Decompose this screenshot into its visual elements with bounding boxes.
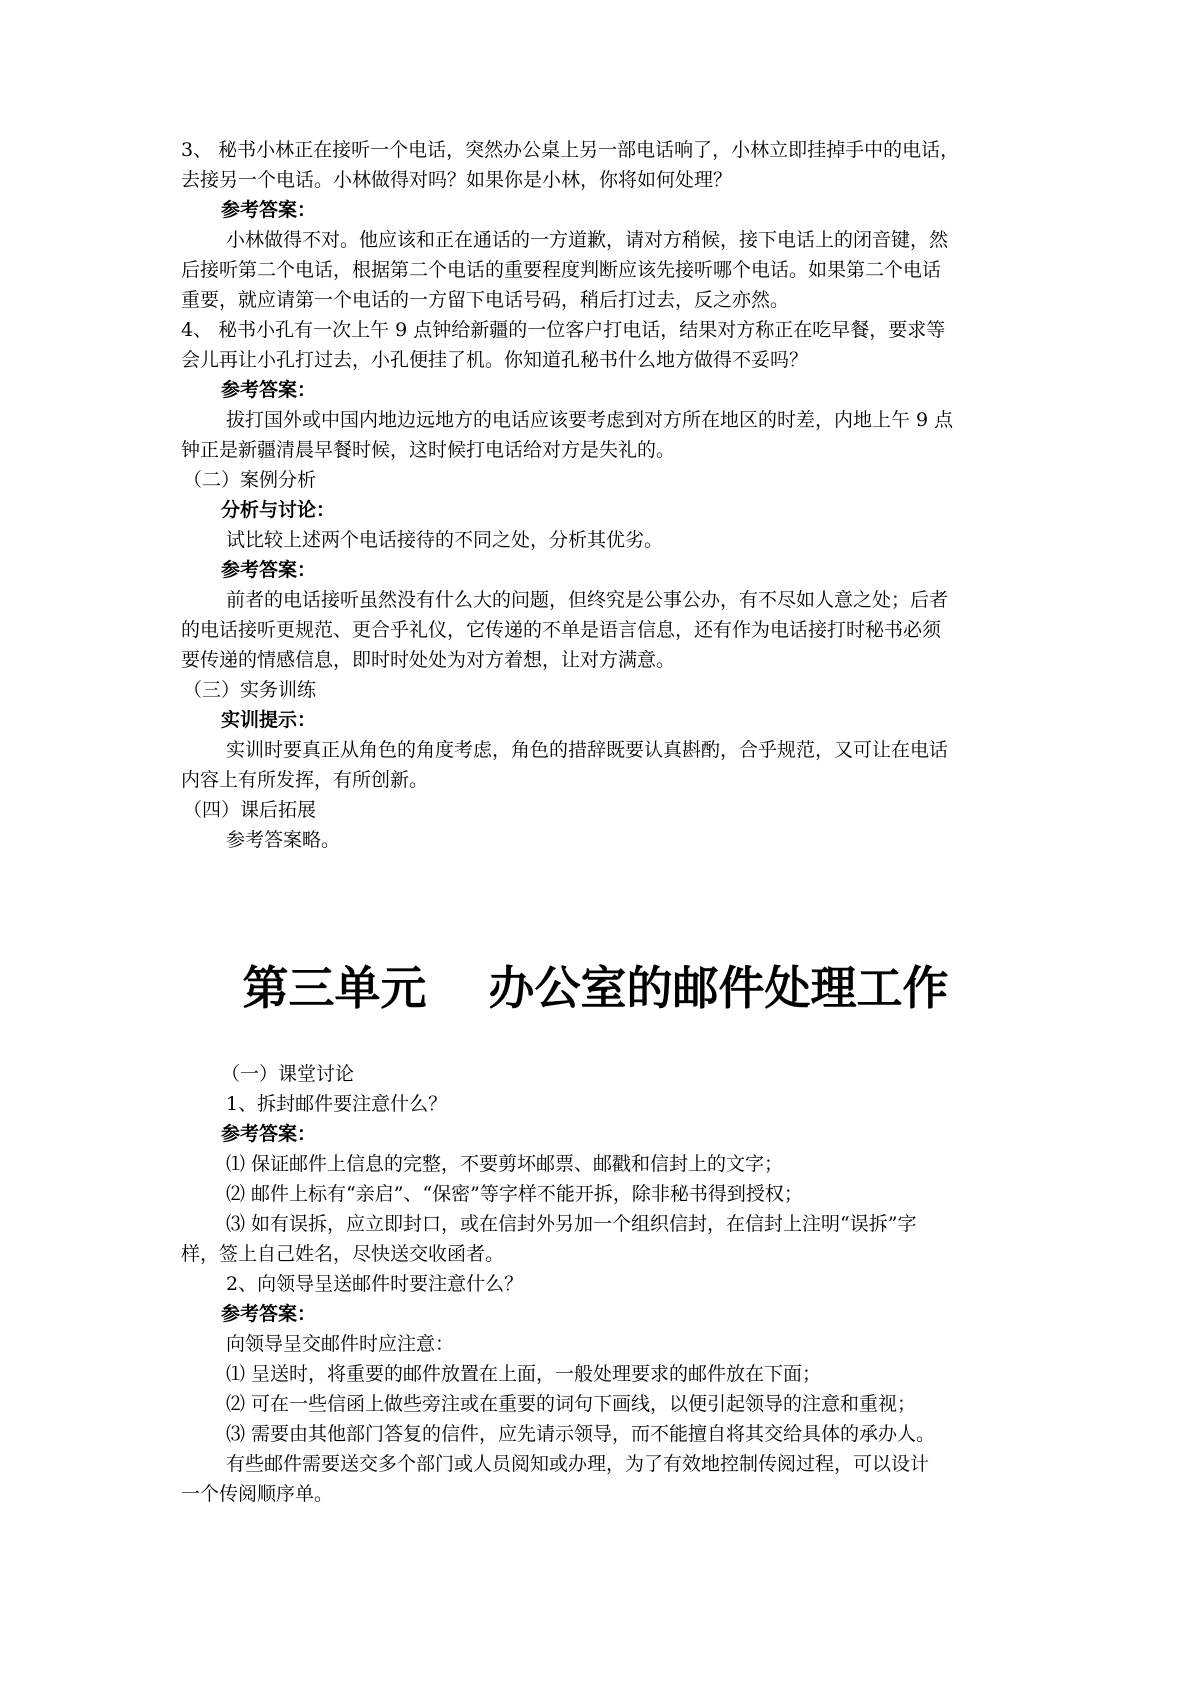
case-heading: （二）案例分析 (183, 469, 317, 491)
extend-heading: （四）课后拓展 (183, 799, 317, 821)
q2-item-1: ⑴ 呈送时，将重要的邮件放置在上面，一般处理要求的邮件放在下面； (226, 1363, 822, 1385)
q1-item-3-continued: 样，签上自己姓名，尽快送交收函者。 (181, 1243, 505, 1265)
q3-text-line-2: 去接另一个电话。小林做得对吗？如果你是小林，你将如何处理？ (181, 169, 733, 191)
unit3-question-2: 2、向领导呈送邮件时要注意什么？ (226, 1273, 524, 1295)
q3-answer-line-2: 后接听第二个电话，根据第二个电话的重要程度判断应该先接听哪个电话。如果第二个电话 (181, 259, 942, 281)
unit3-answer-label-1: 参考答案： (221, 1123, 317, 1145)
closing-line-2: 一个传阅顺序单。 (181, 1483, 334, 1505)
unit3-answer-label-2: 参考答案： (221, 1303, 317, 1325)
q1-item-1: ⑴ 保证邮件上信息的完整，不要剪坏邮票、邮戳和信封上的文字； (226, 1153, 784, 1175)
case-discuss-label: 分析与讨论： (221, 499, 336, 521)
case-answer-line-2: 的电话接听更规范、更合乎礼仪，它传递的不单是语言信息，还有作为电话接打时秘书必须 (181, 619, 942, 641)
q3-answer-label: 参考答案： (221, 199, 317, 221)
q4-text-line-2: 会儿再让小孔打过去，小孔便挂了机。你知道孔秘书什么地方做得不妥吗？ (181, 349, 809, 371)
case-answer-line-3: 要传递的情感信息，即时时处处为对方着想，让对方满意。 (181, 649, 676, 671)
practice-tip-line-2: 内容上有所发挥，有所创新。 (181, 769, 429, 791)
practice-tip-label: 实训提示： (221, 709, 317, 731)
case-prompt: 试比较上述两个电话接待的不同之处，分析其优劣。 (226, 529, 664, 551)
q3-answer-line-3: 重要，就应请第一个电话的一方留下电话号码，稍后打过去，反之亦然。 (181, 289, 790, 311)
q1-item-3: ⑶ 如有误拆，应立即封口，或在信封外另加一个组织信封，在信封上注明“误拆”字 (226, 1213, 917, 1235)
q2-intro: 向领导呈交邮件时应注意： (226, 1333, 455, 1355)
q4-answer-label: 参考答案： (221, 379, 317, 401)
q2-item-2: ⑵ 可在一些信函上做些旁注或在重要的词句下画线，以便引起领导的注意和重视； (226, 1393, 917, 1415)
unit3-heading: （一）课堂讨论 (221, 1063, 355, 1085)
q3-text-line-1: 3、 秘书小林正在接听一个电话，突然办公桌上另一部电话响了，小林立即挂掉手中的电话， (181, 139, 960, 161)
unit-title: 第三单元 办公室的邮件处理工作 (242, 961, 949, 1015)
unit3-question-1: 1、拆封邮件要注意什么？ (226, 1093, 448, 1115)
practice-heading: （三）实务训练 (183, 679, 317, 701)
extend-text: 参考答案略。 (226, 829, 341, 851)
case-answer-line-1: 前者的电话接听虽然没有什么大的问题，但终究是公事公办，有不尽如人意之处；后者 (226, 589, 949, 611)
q2-item-3: ⑶ 需要由其他部门答复的信件，应先请示领导，而不能擅自将其交给具体的承办人。 (226, 1423, 936, 1445)
case-answer-label: 参考答案： (221, 559, 317, 581)
q3-answer-line-1: 小林做得不对。他应该和正在通话的一方道歉，请对方稍候，接下电话上的闭音键，然 (226, 229, 949, 251)
q4-answer-line-2: 钟正是新疆清晨早餐时候，这时候打电话给对方是失礼的。 (181, 439, 676, 461)
q4-answer-line-1: 拔打国外或中国内地边远地方的电话应该要考虑到对方所在地区的时差，内地上午 9 点 (226, 409, 954, 431)
q1-item-2: ⑵ 邮件上标有“亲启”、“保密”等字样不能开拆，除非秘书得到授权； (226, 1183, 803, 1205)
practice-tip-line-1: 实训时要真正从角色的角度考虑，角色的措辞既要认真斟酌，合乎规范，又可让在电话 (226, 739, 949, 761)
closing-line-1: 有些邮件需要送交多个部门或人员阅知或办理，为了有效地控制传阅过程，可以设计 (226, 1453, 930, 1475)
q4-text-line-1: 4、 秘书小孔有一次上午 9 点钟给新疆的一位客户打电话，结果对方称正在吃早餐，要求等 (181, 319, 946, 341)
